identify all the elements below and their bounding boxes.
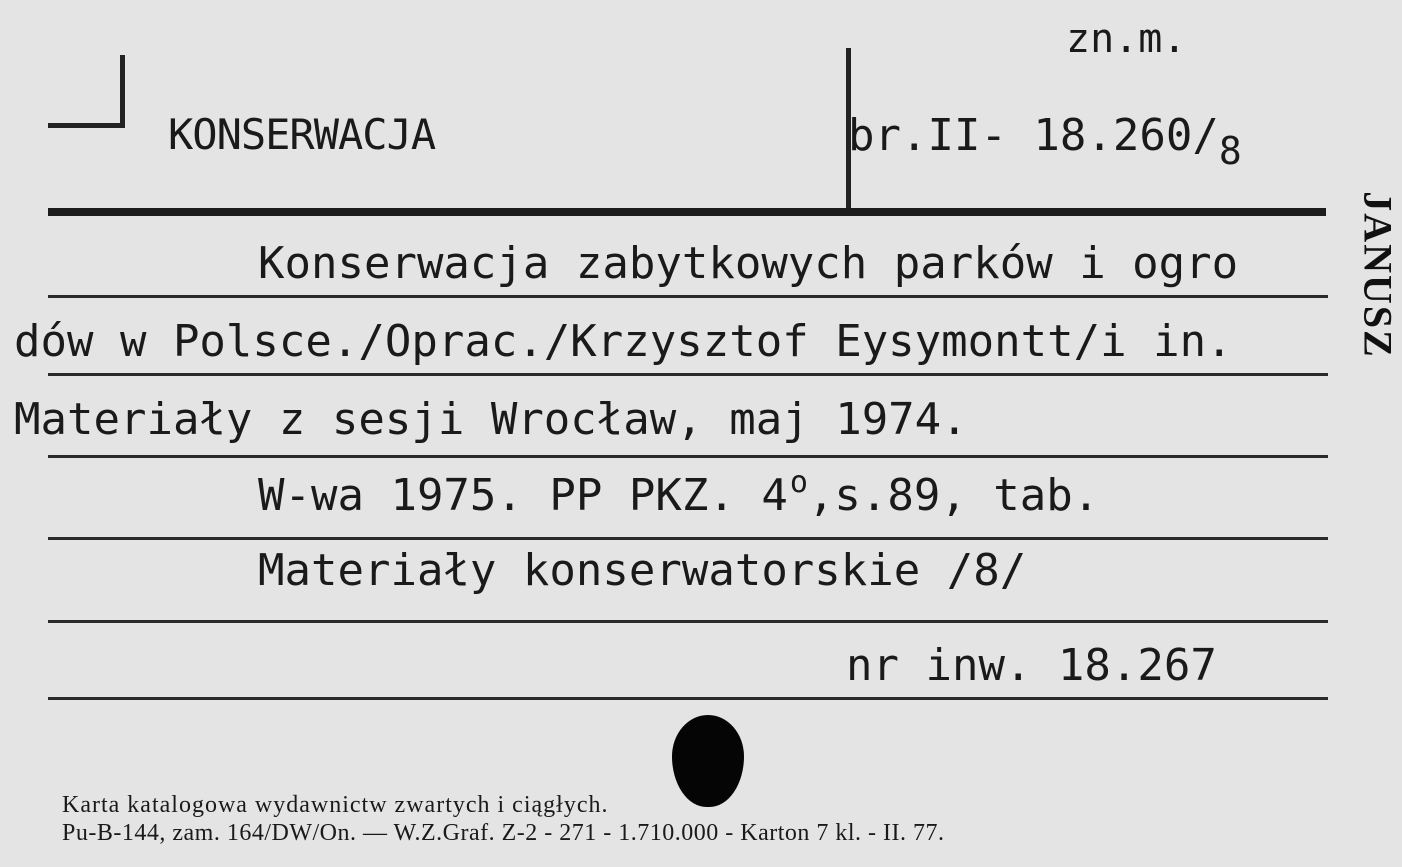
ruled-line-5: [48, 620, 1328, 623]
stamp-text: JANUSZ: [1355, 191, 1401, 359]
subject-heading: KONSERWACJA: [168, 110, 436, 159]
ruled-line-4: [48, 537, 1328, 540]
title-line-2: dów w Polsce./Oprac./Krzysztof Eysymontt/i in.: [14, 316, 1233, 367]
imprint-tail: ,s.89, tab.: [807, 470, 1100, 521]
call-number-main: br.II- 18.260/: [848, 110, 1219, 161]
inventory-number: nr inw. 18.267: [846, 640, 1217, 691]
ownership-stamp: [1355, 165, 1401, 385]
imprint-superscript: o: [789, 465, 808, 500]
series-statement: Materiały konserwatorskie /8/: [258, 545, 1027, 596]
footer-line-2: Pu-B-144, zam. 164/DW/On. — W.Z.Graf. Z-2 - 271 - 1.710.000 - Karton 7 kl. - II. 77.: [62, 820, 945, 846]
ruled-line-2: [48, 373, 1328, 376]
punch-hole: [672, 715, 744, 807]
footer-line-1: Karta katalogowa wydawnictw zwartych i ciągłych.: [62, 792, 609, 818]
imprint: [258, 465, 1100, 521]
header-rule: [48, 208, 1326, 216]
call-number-sub: 8: [1218, 129, 1242, 173]
ruled-line-1: [48, 295, 1328, 298]
ruled-line-3: [48, 455, 1328, 458]
title-line-3: Materiały z sesji Wrocław, maj 1974.: [14, 394, 968, 445]
signature-label: zn.m.: [1066, 16, 1187, 62]
ruled-line-6: [48, 697, 1328, 700]
call-number: [848, 110, 1242, 173]
corner-bracket-vertical: [120, 55, 125, 127]
title-line-1: Konserwacja zabytkowych parków i ogro: [258, 238, 1239, 289]
imprint-main: W-wa 1975. PP PKZ. 4: [258, 470, 788, 521]
corner-bracket-horizontal: [48, 123, 125, 128]
